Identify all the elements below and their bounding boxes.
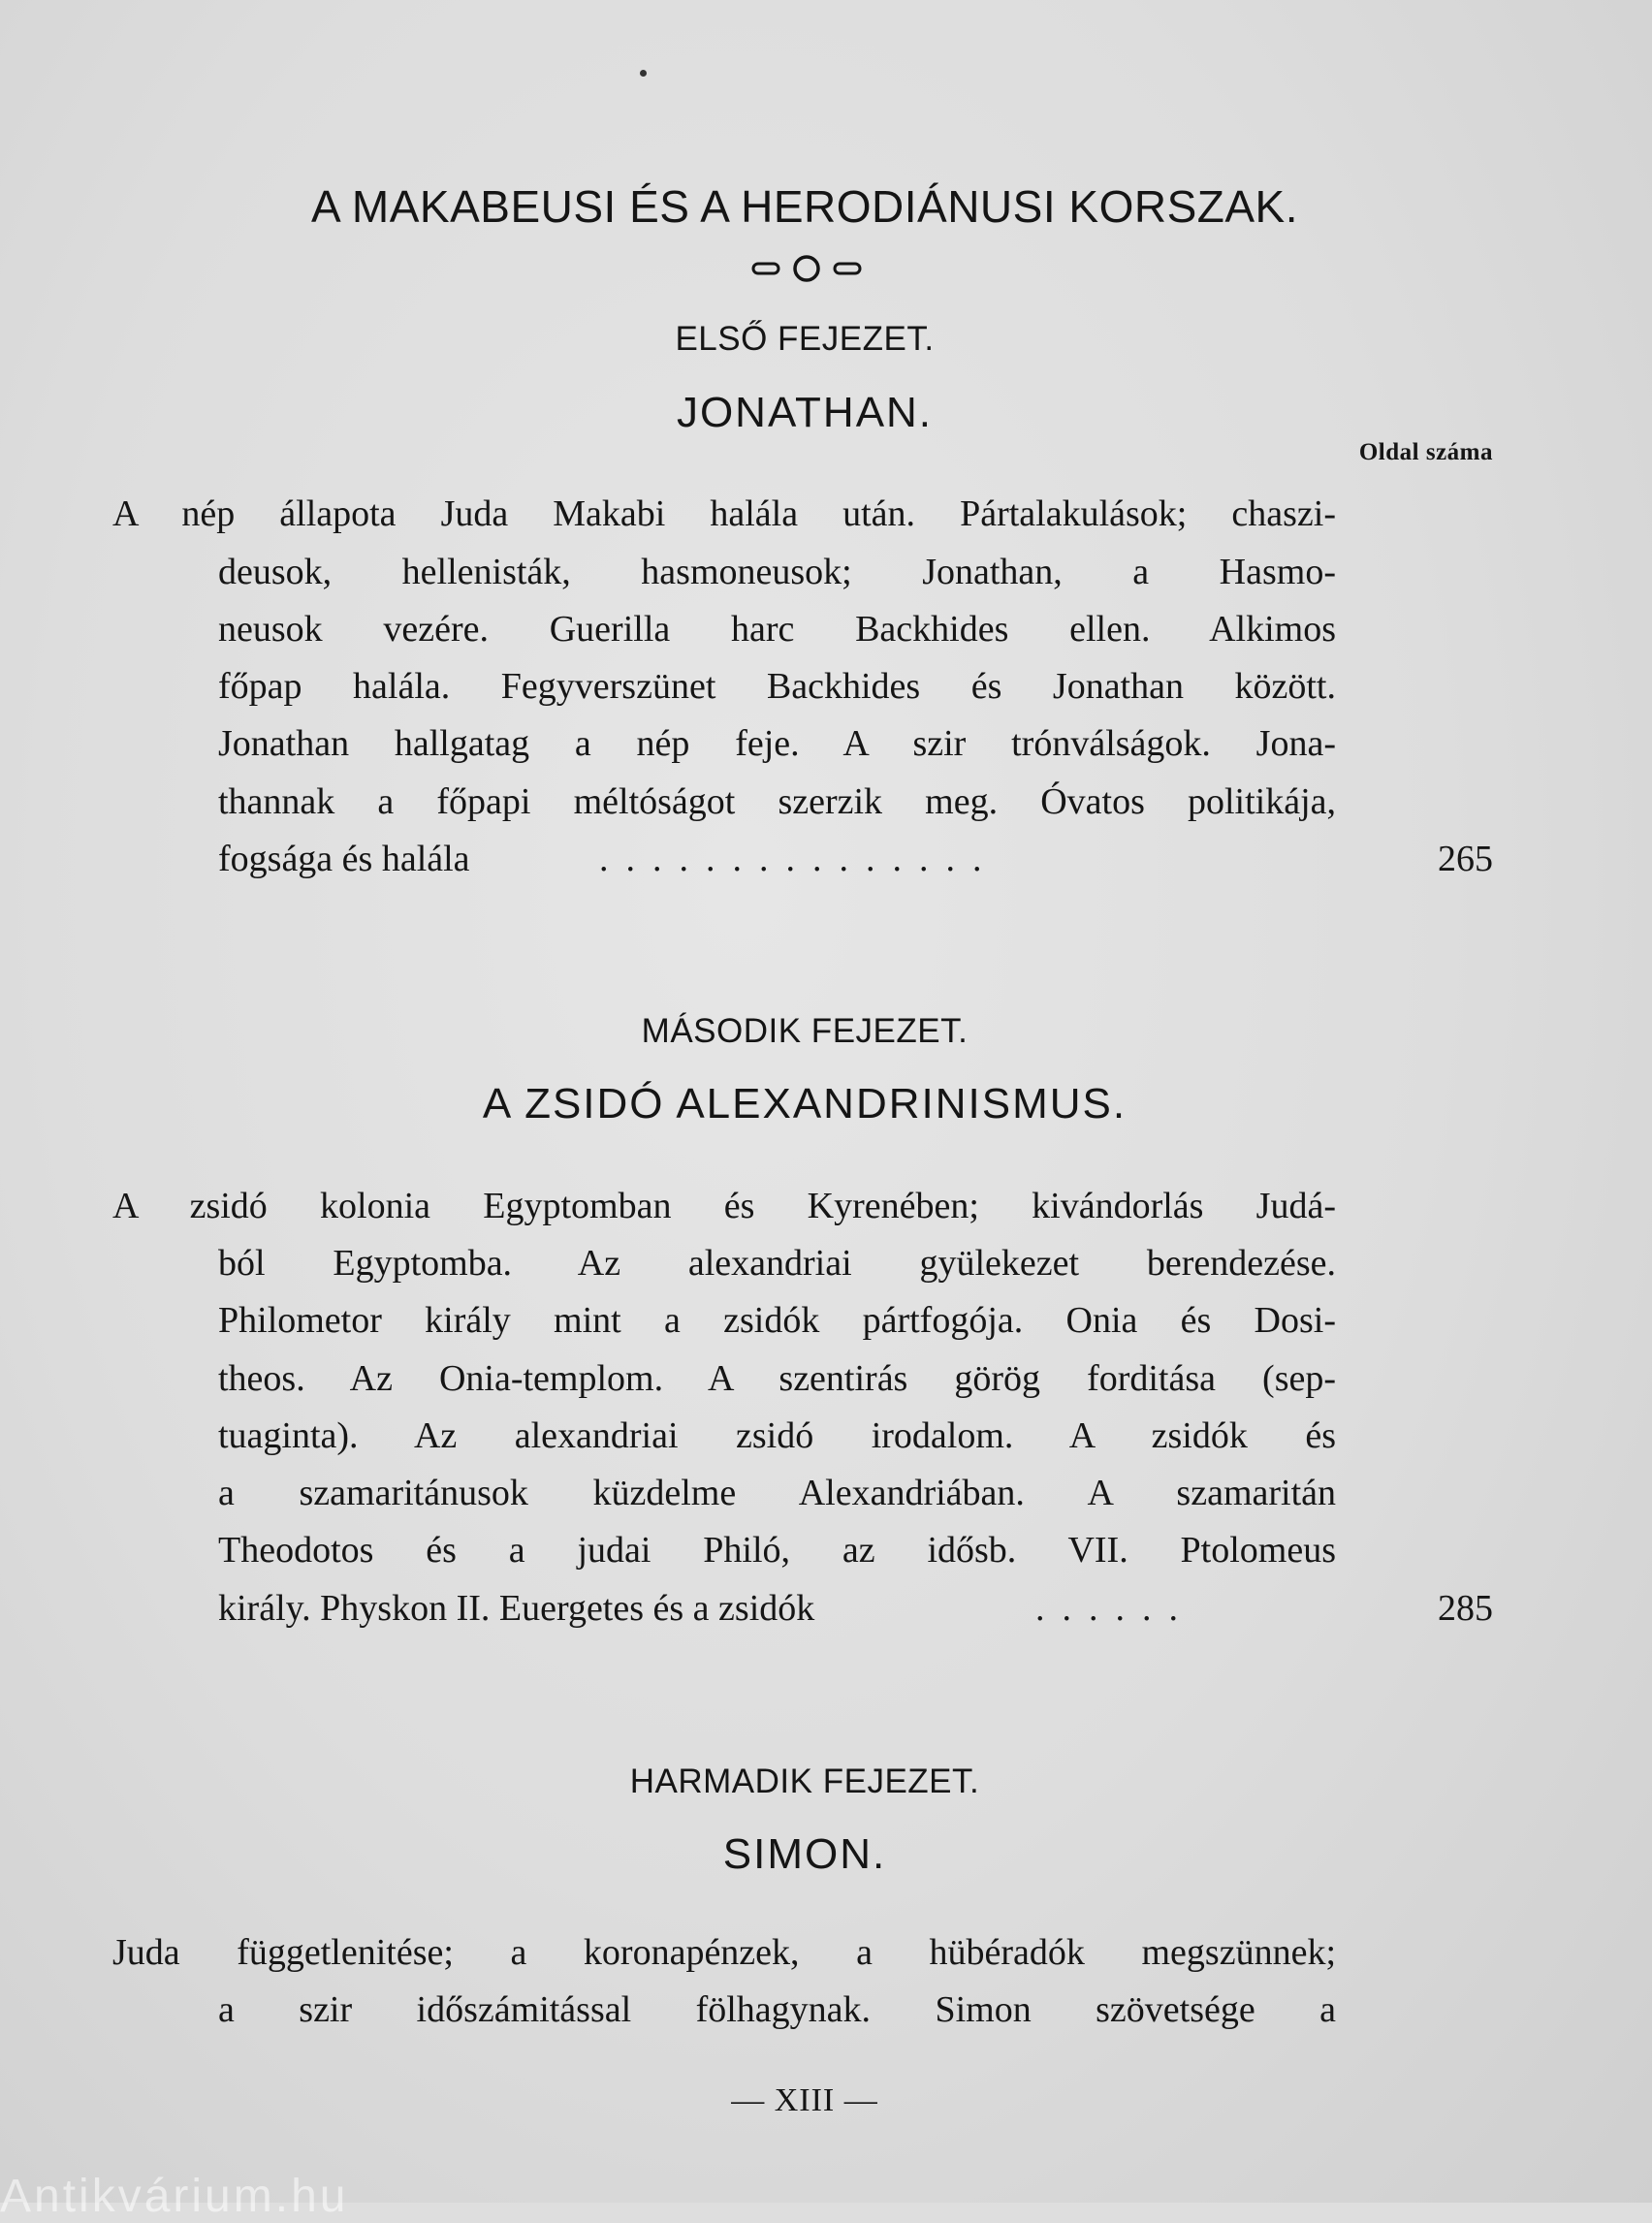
ornament-divider-icon [751,254,862,283]
toc-line: Juda függetlenitése; a koronapénzek, a hübéradók megszünnek; [112,1932,1336,1973]
toc-line: deusok, hellenisták, hasmoneusok; Jonathan, a Hasmo- [218,552,1336,592]
toc-line: neusok vezére. Guerilla harc Backhides ellen. Alkimos [218,609,1336,650]
page-number-column-header: Oldal száma [1358,439,1493,465]
page-folio: — XIII — [731,2082,878,2118]
toc-line: tuaginta). Az alexandriai zsidó irodalom. A zsidók és [218,1415,1336,1456]
chapter-title: A ZSIDÓ ALEXANDRINISMUS. [482,1080,1128,1127]
part-title: A MAKABEUSI ÉS A HERODIÁNUSI KORSZAK. [310,181,1298,232]
chapter-label: ELSŐ FEJEZET. [675,320,935,358]
chapter-title: SIMON. [722,1830,887,1878]
ink-speck [640,70,647,77]
dot-leader: ............... [599,839,1000,879]
toc-line: thannak a főpapi méltóságot szerzik meg. Óvatos politikája, [218,781,1336,822]
page-number: 285 [1438,1588,1493,1629]
toc-line: Jonathan hallgatag a nép feje. A szir trónválságok. Jona- [218,723,1336,764]
toc-line: A zsidó kolonia Egyptomban és Kyrenében; kivándorlás Judá- [112,1186,1336,1226]
toc-line: Philometor király mint a zsidók pártfogója. Onia és Dosi- [218,1300,1336,1341]
chapter-label: MÁSODIK FEJEZET. [641,1012,969,1050]
toc-line: főpap halála. Fegyverszünet Backhides és Jonathan között. [218,666,1336,707]
toc-line: ból Egyptomba. Az alexandriai gyülekezet berendezése. [218,1243,1336,1284]
toc-line: theos. Az Onia-templom. A szentirás görög forditása (sep- [218,1358,1336,1399]
toc-line: király. Physkon II. Euergetes és a zsidók [218,1588,815,1629]
toc-line: Theodotos és a judai Philó, az idősb. VII. Ptolomeus [218,1530,1336,1571]
chapter-title: JONATHAN. [676,389,934,436]
toc-line: a szir időszámitással fölhagynak. Simon szövetsége a [218,1989,1336,2030]
toc-line: A nép állapota Juda Makabi halála után. Pártalakulások; chaszi- [112,493,1336,534]
watermark: Antikvárium.hu [0,2171,349,2222]
toc-line: fogsága és halála [218,839,470,879]
toc-line: a szamaritánusok küzdelme Alexandriában. A szamaritán [218,1473,1336,1513]
chapter-label: HARMADIK FEJEZET. [629,1763,980,1800]
page-number: 265 [1438,839,1493,879]
dot-leader: ...... [1035,1588,1195,1629]
